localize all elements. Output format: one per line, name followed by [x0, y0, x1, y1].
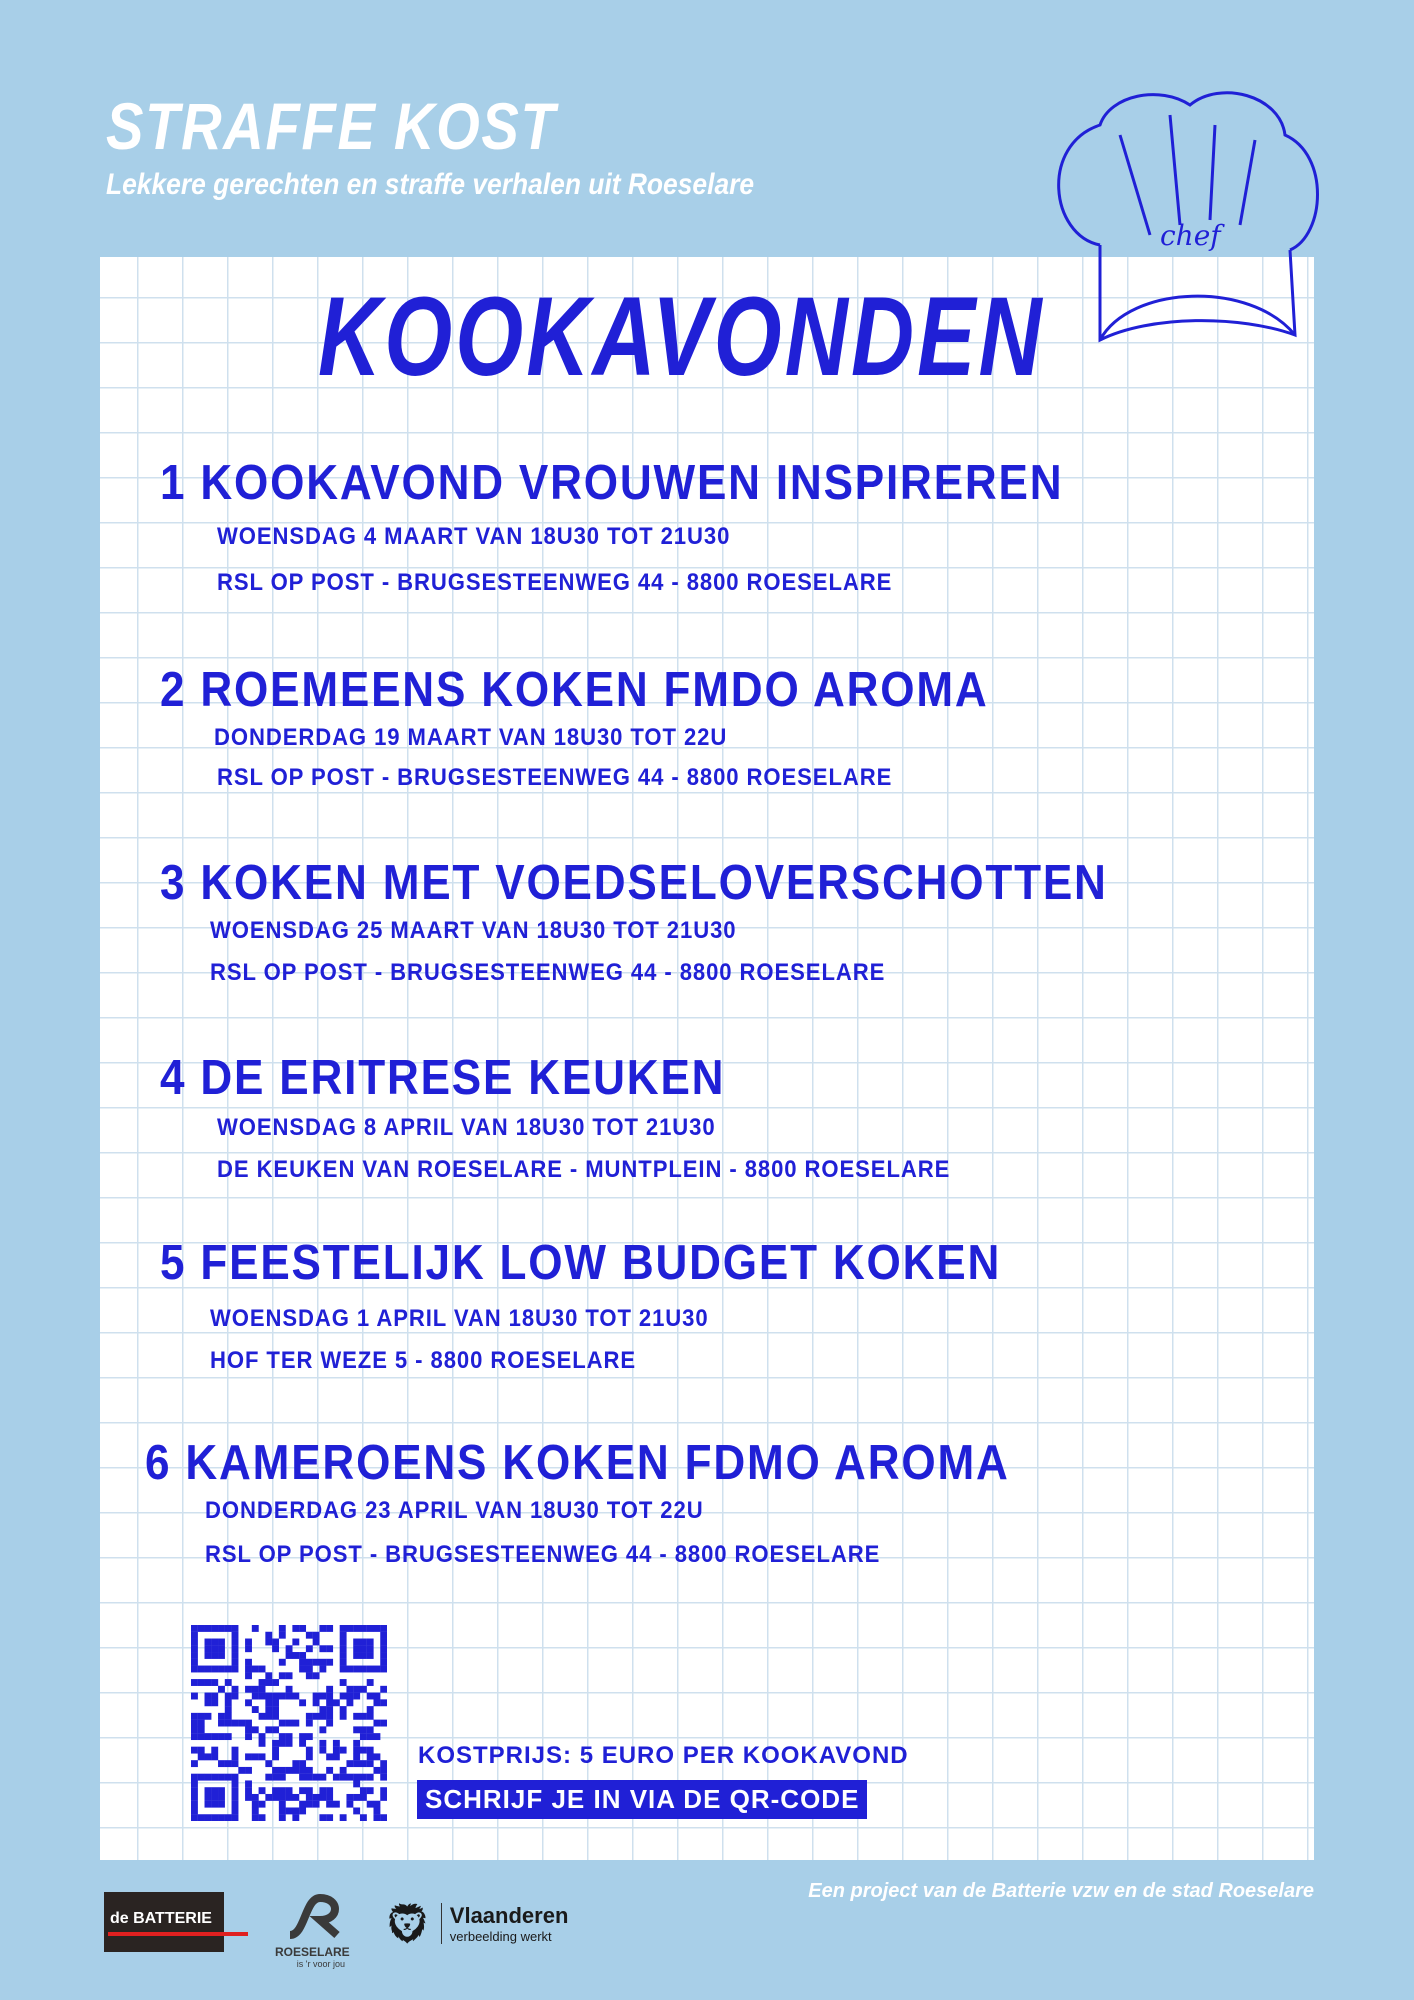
event-when: DONDERDAG 19 MAART VAN 18U30 TOT 22U [214, 724, 728, 751]
event-when: DONDERDAG 23 APRIL VAN 18U30 TOT 22U [205, 1497, 704, 1524]
event-where: DE KEUKEN VAN ROESELARE - MUNTPLEIN - 8800 ROESELARE [217, 1156, 951, 1183]
event-item [160, 1050, 1014, 1184]
event-title: 5 FEESTELIJK LOW BUDGET KOKEN [160, 1236, 1002, 1290]
signup-cta: SCHRIJF JE IN VIA DE QR-CODE [417, 1780, 867, 1819]
event-where: RSL OP POST - BRUGSESTEENWEG 44 - 8800 ROESELARE [205, 1541, 881, 1568]
roeselare-logo [275, 1890, 350, 1969]
roeselare-logo-text: ROESELARE [275, 1945, 350, 1959]
event-when: WOENSDAG 25 MAART VAN 18U30 TOT 21U30 [210, 917, 737, 944]
event-when: WOENSDAG 1 APRIL VAN 18U30 TOT 21U30 [210, 1305, 709, 1332]
event-title: 6 KAMEROENS KOKEN FDMO AROMA [145, 1436, 1010, 1490]
event-item [145, 1435, 1106, 1569]
event-where: RSL OP POST - BRUGSESTEENWEG 44 - 8800 ROESELARE [210, 959, 886, 986]
event-where: RSL OP POST - BRUGSESTEENWEG 44 - 8800 ROESELARE [217, 764, 893, 791]
price-text: KOSTPRIJS: 5 EURO PER KOOKAVOND [418, 1742, 909, 1769]
page-title: KOOKAVONDEN [318, 274, 1045, 399]
hat-label: chef [1160, 219, 1221, 252]
event-title: 1 KOOKAVOND VROUWEN INSPIREREN [160, 456, 1064, 510]
qr-code[interactable] [191, 1625, 387, 1821]
tagline: Lekkere gerechten en straffe verhalen uit Roeselare [106, 168, 755, 201]
event-when: WOENSDAG 8 APRIL VAN 18U30 TOT 21U30 [217, 1114, 716, 1141]
vlaanderen-logo-sub: verbeelding werkt [449, 1929, 552, 1944]
event-title: 3 KOKEN MET VOEDSELOVERSCHOTTEN [160, 856, 1108, 910]
vlaanderen-logo-text: Vlaanderen [449, 1903, 569, 1928]
batterie-logo-text: de BATTERIE [110, 1910, 212, 1927]
vlaanderen-logo [382, 1900, 568, 1947]
roeselare-logo-sub: is 'r voor jou [296, 1959, 345, 1969]
event-item [160, 1235, 1095, 1375]
event-item [160, 662, 1081, 792]
event-where: RSL OP POST - BRUGSESTEENWEG 44 - 8800 ROESELARE [217, 569, 893, 596]
event-title: 2 ROEMEENS KOKEN FMDO AROMA [160, 663, 989, 717]
lion-icon: 🦁︎ [382, 1902, 433, 1946]
project-credit: Een project van de Batterie vzw en de stad Roeselare [808, 1880, 1314, 1902]
chef-hat-icon [1040, 85, 1330, 375]
event-item [160, 855, 1213, 987]
event-when: WOENSDAG 4 MAART VAN 18U30 TOT 21U30 [217, 523, 731, 550]
event-where: HOF TER WEZE 5 - 8800 ROESELARE [210, 1347, 637, 1374]
event-title: 4 DE ERITRESE KEUKEN [160, 1051, 726, 1105]
brand-title: STRAFFE KOST [106, 89, 557, 163]
roeselare-r-icon [285, 1890, 345, 1940]
event-item [160, 455, 1164, 597]
batterie-logo [104, 1892, 224, 1952]
